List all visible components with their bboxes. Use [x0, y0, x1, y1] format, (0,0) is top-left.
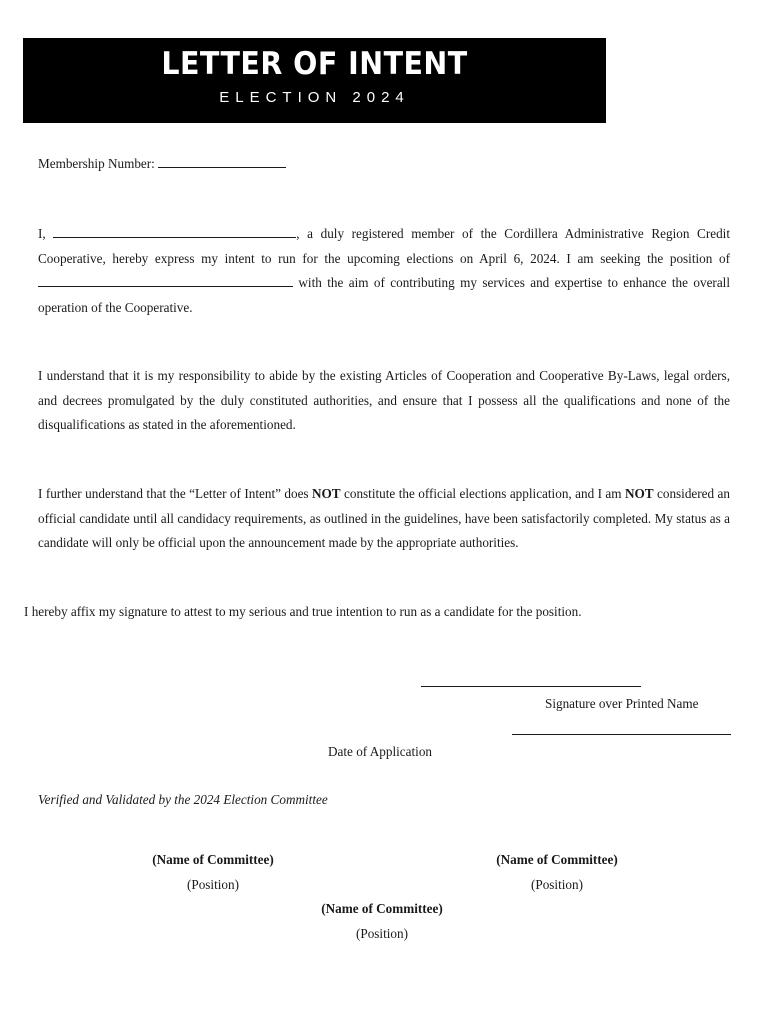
intent-text-part2: , a duly registered member of the Cordillera Administrative Region Credit Cooperative, hereby express my intent to run for the upcoming elections on April 6, 2024. I am seeking the position of	[38, 226, 730, 266]
membership-number-label: Membership Number:	[38, 156, 155, 171]
committee-block-right	[457, 848, 657, 897]
committee-block-center	[282, 897, 482, 946]
not-official-text-part2: constitute the official elections application, and I am	[340, 486, 625, 501]
not-emphasis-2: NOT	[624, 486, 654, 501]
not-official-paragraph	[38, 482, 730, 556]
committee-position: (Position)	[186, 876, 240, 892]
verification-note: Verified and Validated by the 2024 Election Committee	[38, 792, 328, 807]
committee-position: (Position)	[355, 925, 409, 941]
date-label: Date of Application	[328, 744, 433, 759]
membership-number-blank[interactable]	[158, 154, 286, 168]
signature-label: Signature over Printed Name	[545, 696, 699, 711]
member-name-blank[interactable]	[53, 224, 296, 238]
position-blank[interactable]	[38, 273, 293, 287]
intent-text-part1: I,	[38, 226, 54, 241]
not-official-text-part1: I further understand that the “Letter of Intent” does	[38, 486, 312, 501]
membership-number-row	[38, 152, 286, 177]
title-banner	[23, 38, 606, 123]
committee-position: (Position)	[530, 876, 584, 892]
document-title: LETTER OF INTENT	[161, 46, 468, 82]
intent-paragraph	[38, 222, 730, 320]
committee-block-left	[113, 848, 313, 897]
committee-name: (Name of Committee)	[152, 852, 274, 867]
attestation-text: I hereby affix my signature to attest to my serious and true intention to run as a candidate for the position.	[24, 604, 582, 619]
committee-name: (Name of Committee)	[321, 901, 443, 916]
date-line[interactable]	[512, 734, 731, 735]
committee-name: (Name of Committee)	[496, 852, 618, 867]
intent-text-part3: with the aim of contributing my services and expertise to enhance the overall operation of the Cooperative.	[38, 275, 730, 315]
responsibility-paragraph: I understand that it is my responsibility to abide by the existing Articles of Cooperation and Cooperative By-Laws, legal orders, and decrees promulgated by the duly constituted authorities, and ensure that I possess all the qualifications and none of the disqualifications as stated in the aforementioned.	[38, 368, 730, 432]
signature-line[interactable]	[421, 686, 641, 687]
not-emphasis-1: NOT	[312, 486, 341, 501]
document-subtitle: ELECTION 2024	[219, 89, 410, 106]
not-official-text-part3: considered an official candidate until all candidacy requirements, as outlined in the guidelines, have been satisfactorily completed. My status as a candidate will only be official upon the announcement made by the appropriate authorities.	[38, 486, 730, 550]
